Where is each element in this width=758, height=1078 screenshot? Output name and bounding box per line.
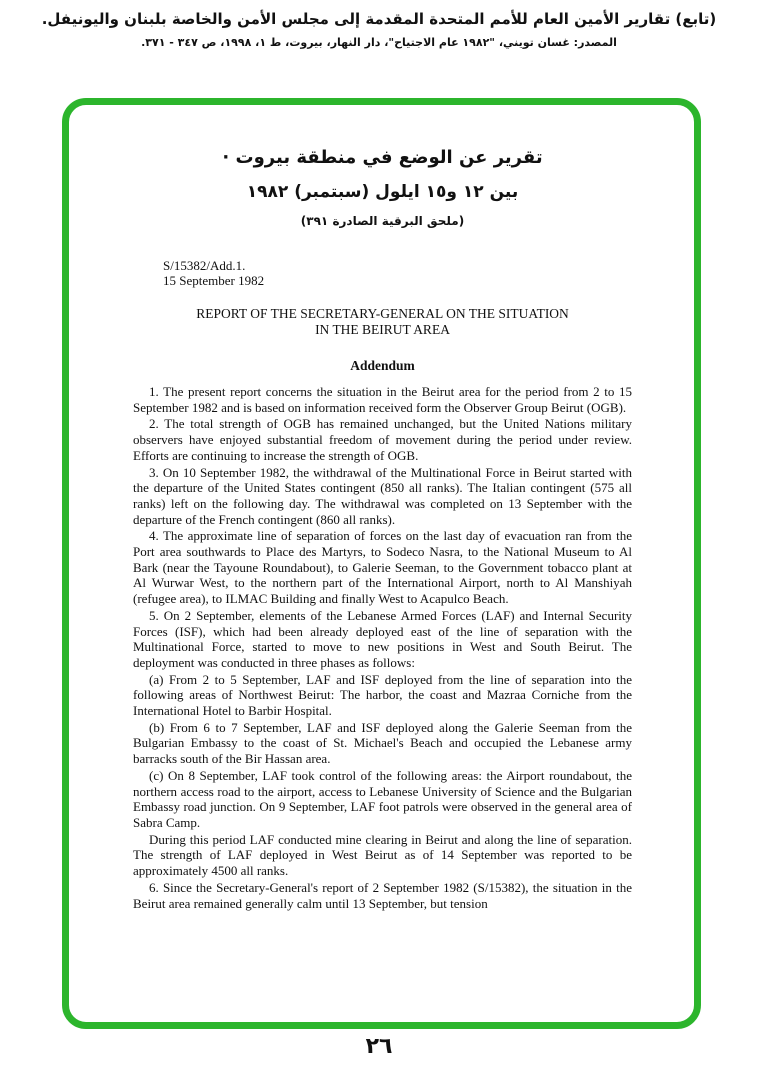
arabic-title-line2: بين ١٢ و١٥ ايلول (سبتمبر) ١٩٨٢ — [246, 182, 519, 202]
green-document-frame — [62, 98, 701, 1029]
paragraph-5a: (a) From 2 to 5 September, LAF and ISF deployed from the line of separation into the following areas of Northwest Beirut: The harbor, the coast and Mazraa Corniche from the International Hotel to Barbir Hospital. — [133, 671, 632, 719]
arabic-header-line1: (تابع) تقارير الأمين العام للأمم المتحدة المقدمة إلى مجلس الأمن والخاصة بلبنان واليونيفل. — [41, 10, 717, 28]
paragraph-6: 6. Since the Secretary-General's report of 2 September 1982 (S/15382), the situation in the Beirut area remained generally calm until 13 September, but tension — [133, 879, 632, 911]
english-title — [133, 306, 632, 338]
paragraph-5c: (c) On 8 September, LAF took control of the following areas: the Airport roundabout, the northern access road to the airport, access to Lebanese University of Science and the Bulgarian Embassy road junction. On 9 September, LAF foot patrols were observed in the general area of Sabra Camp. — [133, 767, 632, 830]
body-text — [133, 384, 632, 911]
arabic-title-block — [133, 147, 632, 228]
paragraph-4: 4. The approximate line of separation of forces on the last day of evacuation ran from the Port area southwards to Place des Martyrs, to Sodeco Nasra, to the National Museum to Al Bark (near the Tayoune Roundabout), to Galerie Seeman, to the Government tobacco plant at Al Wurwar West, to the northern part of the International Airport, north to Al Manshiyah (refugee area), to ILMAC Building and finally West to Acapulco Beach. — [133, 528, 632, 607]
paragraph-5b: (b) From 6 to 7 September, LAF and ISF deployed along the Galerie Seeman from the Bulgarian Embassy to the coast of St. Michael's Beach and occupied the Lebanese army barracks south of the Bir Hassan area. — [133, 719, 632, 767]
english-title-line1: REPORT OF THE SECRETARY-GENERAL ON THE SITUATION — [196, 306, 569, 321]
reference-block — [163, 258, 632, 288]
document-date: 15 September 1982 — [163, 273, 265, 288]
english-title-line2: IN THE BEIRUT AREA — [315, 322, 450, 337]
paragraph-5-summary: During this period LAF conducted mine clearing in Beirut and along the line of separation. The strength of LAF deployed in West Beirut as of 14 September was reported to be approximately 4500 all ranks. — [133, 831, 632, 879]
paragraph-1: 1. The present report concerns the situation in the Beirut area for the period from 2 to 15 September 1982 and is based on information received form the Observer Group Beirut (OGB). — [133, 384, 632, 415]
arabic-title-line1: تقرير عن الوضع في منطقة بيروت · — [222, 147, 543, 168]
section-heading: Addendum — [350, 358, 415, 373]
paragraph-3: 3. On 10 September 1982, the withdrawal of the Multinational Force in Beirut started with the departure of the United States contingent (850 all ranks). The Italian contingent (575 all ranks) left on the following day. The withdrawal was completed on 13 September with the departure of the French contingent (860 all ranks). — [133, 464, 632, 527]
document-symbol: S/15382/Add.1. — [163, 258, 246, 273]
arabic-header-source-line: المصدر: غسان تويني، "١٩٨٢ عام الاجتياح"، دار النهار، بيروت، ط ١، ١٩٩٨، ص ٣٤٧ - ٣٧١. — [141, 36, 617, 49]
paragraph-5: 5. On 2 September, elements of the Lebanese Armed Forces (LAF) and Internal Security Forces (ISF), which had been already deployed east of the line of separation with the Multinational Force, started to move to new positions in West and South Beirut. The deployment was conducted in three phases as follows: — [133, 607, 632, 670]
arabic-header — [0, 10, 758, 49]
page-number: ٢٦ — [365, 1034, 393, 1059]
document-content — [69, 105, 694, 911]
arabic-title-line3: (ملحق البرقية الصادرة ٣٩١) — [300, 214, 465, 228]
paragraph-2: 2. The total strength of OGB has remained unchanged, but the United Nations military observers have enjoyed substantial freedom of movement during the period under review. Efforts are continuing to increase the strength of OGB. — [133, 416, 632, 463]
